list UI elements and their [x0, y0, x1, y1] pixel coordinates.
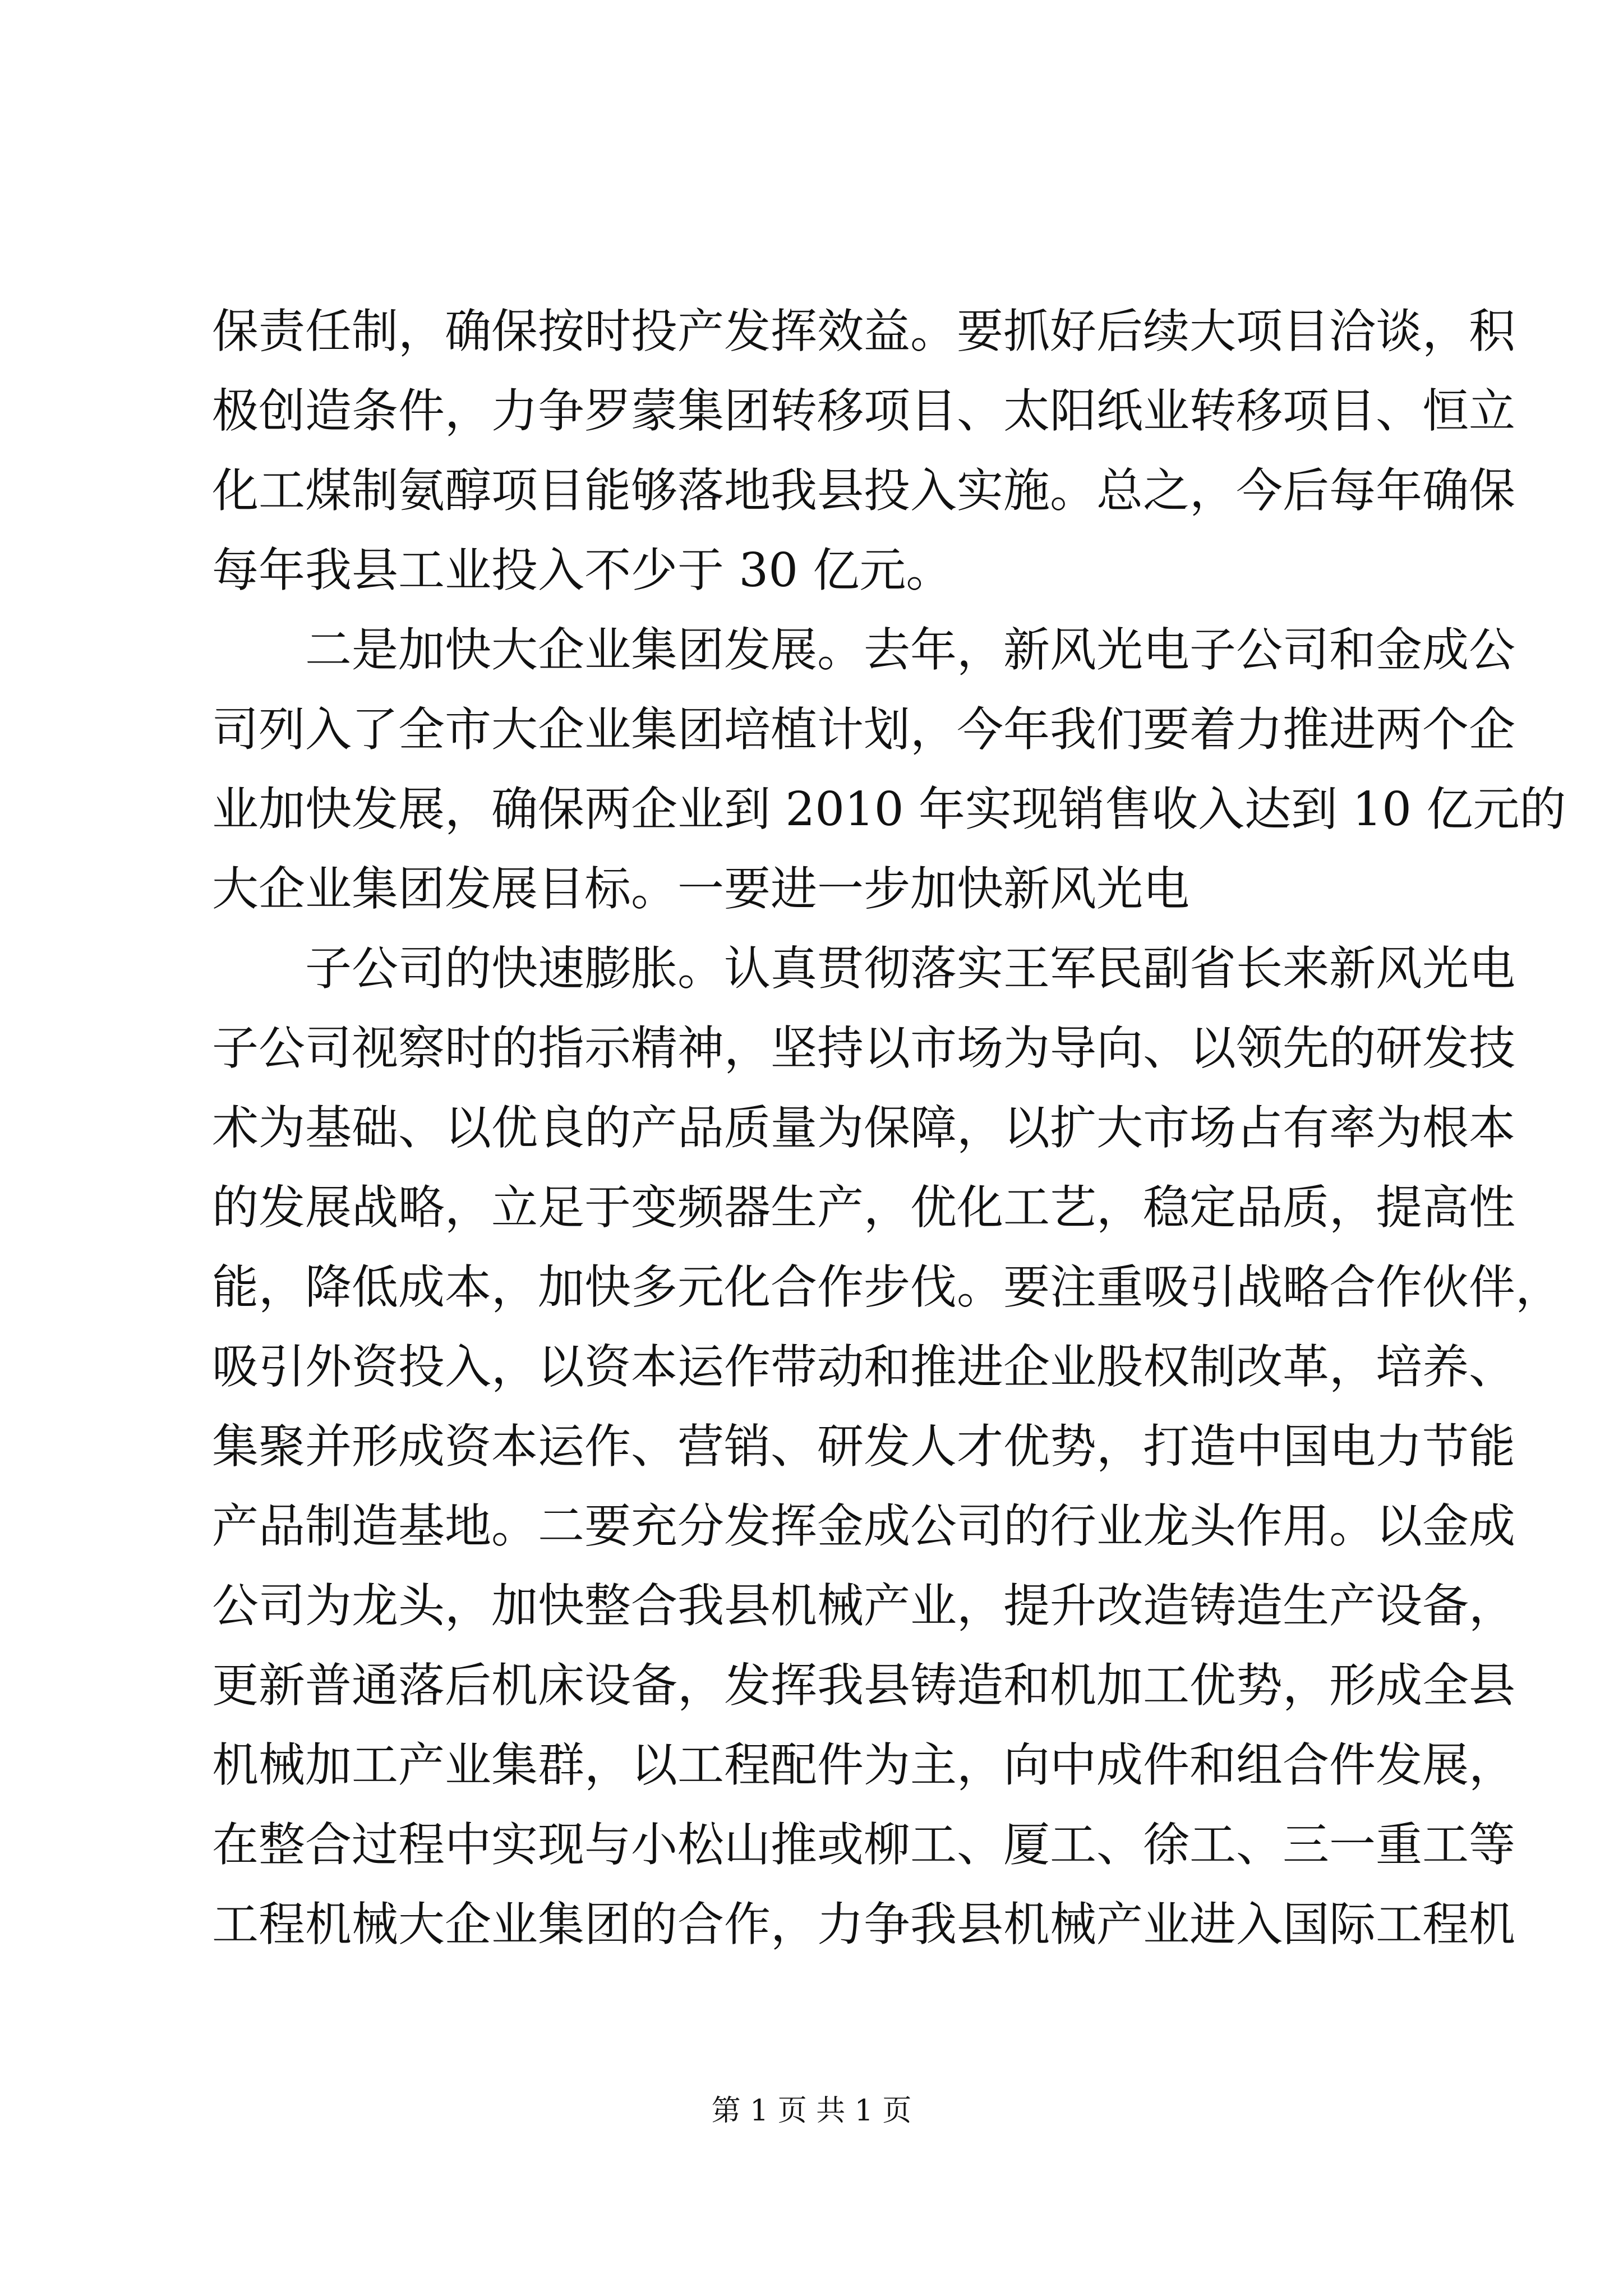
text-line: 二是加快大企业集团发展。去年，新风光电子公司和金成公: [305, 623, 1515, 677]
paragraph-3: [212, 929, 1562, 1964]
text-line: 保责任制，确保按时投产发挥效益。要抓好后续大项目洽谈，积: [212, 304, 1515, 358]
paragraph-2: [212, 610, 1566, 929]
text-line: 工程机械大企业集团的合作，力争我县机械产业进入国际工程机: [212, 1897, 1515, 1952]
text-line: 的发展战略，立足于变频器生产，优化工艺，稳定品质，提高性: [212, 1180, 1515, 1235]
text-line: 机械加工产业集群，以工程配件为主，向中成件和组合件发展，: [212, 1738, 1515, 1792]
text-line: 化工煤制氨醇项目能够落地我县投入实施。总之，今后每年确保: [212, 463, 1515, 518]
document-body: [212, 292, 1566, 1964]
text-line: 大企业集团发展目标。一要进一步加快新风光电: [212, 862, 1189, 916]
paragraph-1: [212, 292, 1515, 610]
text-line: 吸引外资投入，以资本运作带动和推进企业股权制改革，培养、: [212, 1340, 1515, 1394]
text-line: 在整合过程中实现与小松山推或柳工、厦工、徐工、三一重工等: [212, 1818, 1515, 1872]
text-line: 集聚并形成资本运作、营销、研发人才优势，打造中国电力节能: [212, 1419, 1515, 1474]
text-line: 每年我县工业投入不少于 30 亿元。: [212, 543, 953, 597]
text-line: 能，降低成本，加快多元化合作步伐。要注重吸引战略合作伙伴，: [212, 1260, 1562, 1314]
text-line: 产品制造基地。二要充分发挥金成公司的行业龙头作用。以金成: [212, 1499, 1515, 1553]
text-line: 更新普通落后机床设备，发挥我县铸造和机加工优势，形成全县: [212, 1658, 1515, 1713]
page-footer: 第 1 页 共 1 页: [711, 2094, 912, 2128]
text-line: 术为基础、以优良的产品质量为保障，以扩大市场占有率为根本: [212, 1101, 1515, 1155]
text-line: 极创造条件，力争罗蒙集团转移项目、太阳纸业转移项目、恒立: [212, 384, 1515, 438]
text-line: 业加快发展，确保两企业到 2010 年实现销售收入达到 10 亿元的: [212, 782, 1566, 836]
text-line: 公司为龙头，加快整合我县机械产业，提升改造铸造生产设备，: [212, 1579, 1515, 1633]
text-line: 子公司的快速膨胀。认真贯彻落实王军民副省长来新风光电: [305, 941, 1515, 996]
text-line: 司列入了全市大企业集团培植计划，今年我们要着力推进两个企: [212, 702, 1515, 757]
text-line: 子公司视察时的指示精神，坚持以市场为导向、以领先的研发技: [212, 1021, 1515, 1075]
